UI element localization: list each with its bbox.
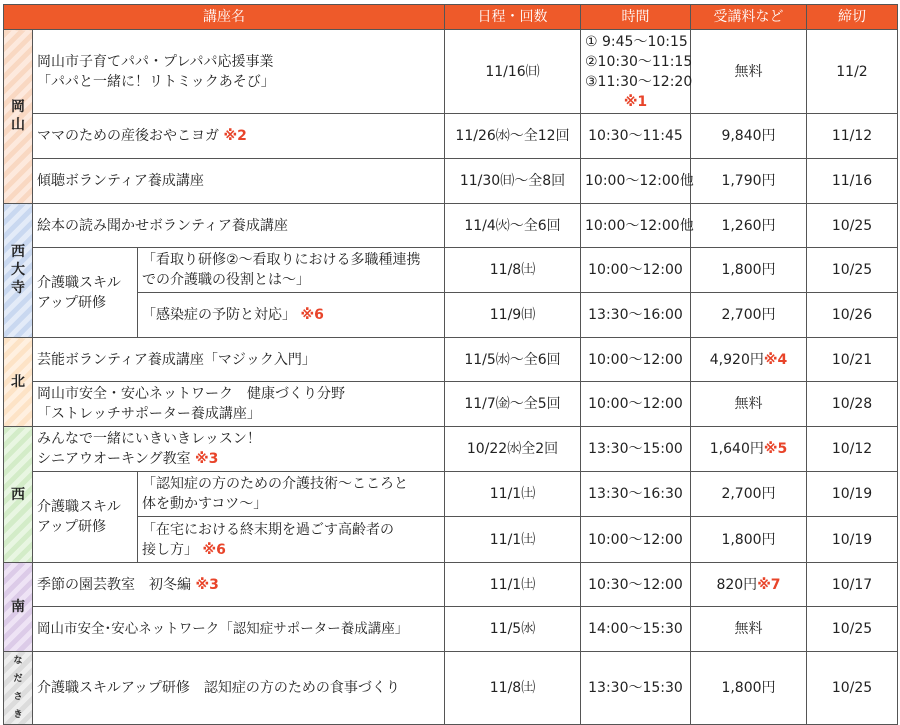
course-time: 10:00～12:00 — [581, 382, 691, 427]
course-schedule: 11/7㈮～全5回 — [445, 382, 581, 427]
course-schedule: 11/26㈬～全12回 — [445, 114, 581, 159]
area-nadasaki: なださき — [4, 652, 33, 725]
course-fee: 1,260円 — [691, 204, 807, 248]
course-name: 季節の園芸教室 初冬編 ※3 — [33, 563, 445, 607]
note-mark: ※4 — [763, 351, 788, 368]
course-schedule: 11/16㈰ — [445, 30, 581, 114]
course-deadline: 10/25 — [807, 248, 898, 293]
table-row — [4, 427, 898, 472]
note-mark: ※5 — [763, 441, 788, 457]
course-time: 10:30～11:45 — [581, 114, 691, 159]
table-row — [4, 248, 898, 293]
course-name: 絵本の読み聞かせボランティア養成講座 — [33, 204, 445, 248]
course-fee: 2,700円 — [691, 293, 807, 338]
course-deadline: 10/12 — [807, 427, 898, 472]
course-time: 13:30～15:00 — [581, 427, 691, 472]
course-name: 芸能ボランティア養成講座「マジック入門」 — [33, 338, 445, 382]
course-name: ママのための産後おやこヨガ ※2 — [33, 114, 445, 159]
course-time: 10:00～12:00 — [581, 338, 691, 382]
group-label: 介護職スキルアップ研修 — [33, 472, 138, 563]
course-schedule: 11/4㈫～全6回 — [445, 204, 581, 248]
area-nishi: 西 — [4, 427, 33, 563]
header-schedule: 日程・回数 — [445, 5, 581, 30]
course-schedule: 11/8㈯ — [445, 652, 581, 725]
course-deadline: 10/28 — [807, 382, 898, 427]
note-mark: ※6 — [202, 541, 226, 558]
table-row — [4, 517, 898, 563]
course-fee: 9,840円 — [691, 114, 807, 159]
course-deadline: 10/25 — [807, 652, 898, 725]
note-mark: ※2 — [223, 128, 247, 144]
course-fee: 1,800円 — [691, 248, 807, 293]
course-deadline: 11/2 — [807, 30, 898, 114]
table-row — [4, 293, 898, 338]
course-time: 10:00～12:00他 — [581, 159, 691, 204]
course-name: 「在宅における終末期を過ごす高齢者の 接し方」 ※6 — [138, 517, 445, 563]
course-schedule: 11/1㈯ — [445, 517, 581, 563]
course-name: 「看取り研修②～看取りにおける多職種連携 での介護職の役割とは～」 — [138, 248, 445, 293]
header-time: 時間 — [581, 5, 691, 30]
course-schedule: 11/1㈯ — [445, 472, 581, 517]
header-name: 講座名 — [4, 5, 445, 30]
course-deadline: 11/12 — [807, 114, 898, 159]
course-time: 13:30～16:30 — [581, 472, 691, 517]
table-row — [4, 563, 898, 607]
note-mark: ※3 — [195, 576, 219, 593]
course-fee: 1,640円※5 — [691, 427, 807, 472]
table-row — [4, 204, 898, 248]
course-fee: 1,800円 — [691, 652, 807, 725]
course-deadline: 10/25 — [807, 607, 898, 652]
course-fee: 1,790円 — [691, 159, 807, 204]
note-mark: ※1 — [623, 93, 648, 110]
course-fee: 820円※7 — [691, 563, 807, 607]
course-name: 介護職スキルアップ研修 認知症の方のための食事づくり — [33, 652, 445, 725]
table-row — [4, 159, 898, 204]
course-deadline: 10/25 — [807, 204, 898, 248]
course-deadline: 10/17 — [807, 563, 898, 607]
course-deadline: 10/19 — [807, 517, 898, 563]
area-minami: 南 — [4, 563, 33, 652]
table-row — [4, 30, 898, 114]
course-fee: 無料 — [691, 30, 807, 114]
course-time: 10:30～12:00 — [581, 563, 691, 607]
course-time: 13:30～15:30 — [581, 652, 691, 725]
note-mark: ※6 — [300, 307, 324, 323]
area-saidaiji: 西大寺 — [4, 204, 33, 338]
course-time: 10:00～12:00 — [581, 517, 691, 563]
table-row — [4, 114, 898, 159]
course-deadline: 10/19 — [807, 472, 898, 517]
course-fee: 無料 — [691, 382, 807, 427]
course-schedule: 11/1㈯ — [445, 563, 581, 607]
course-fee: 4,920円※4 — [691, 338, 807, 382]
course-time: 10:00～12:00 — [581, 248, 691, 293]
table-row — [4, 338, 898, 382]
table-row — [4, 382, 898, 427]
course-name: みんなで一緒にいきいきレッスン！ シニアウオーキング教室 ※3 — [33, 427, 445, 472]
course-schedule: 11/30㈰～全8回 — [445, 159, 581, 204]
course-schedule: 11/9㈰ — [445, 293, 581, 338]
course-deadline: 11/16 — [807, 159, 898, 204]
course-time: 10:00～12:00他 — [581, 204, 691, 248]
course-name: 「感染症の予防と対応」 ※6 — [138, 293, 445, 338]
course-time: 13:30～16:00 — [581, 293, 691, 338]
course-schedule: 11/8㈯ — [445, 248, 581, 293]
course-fee: 無料 — [691, 607, 807, 652]
table-row — [4, 652, 898, 725]
table-row — [4, 607, 898, 652]
course-fee: 1,800円 — [691, 517, 807, 563]
course-name: 傾聴ボランティア養成講座 — [33, 159, 445, 204]
course-schedule: 11/5㈬ — [445, 607, 581, 652]
course-name: 岡山市安全･安心ネットワーク「認知症サポーター養成講座」 — [33, 607, 445, 652]
course-schedule: 11/5㈬～全6回 — [445, 338, 581, 382]
group-label: 介護職スキルアップ研修 — [33, 248, 138, 338]
course-name: 岡山市子育てパパ・プレパパ応援事業 「パパと一緒に！リトミックあそび」 — [33, 30, 445, 114]
area-okayama: 岡山 — [4, 30, 33, 204]
course-table — [3, 4, 898, 725]
course-name: 岡山市安全・安心ネットワーク 健康づくり分野 「ストレッチサポーター養成講座」 — [33, 382, 445, 427]
header-row — [4, 5, 898, 30]
course-deadline: 10/21 — [807, 338, 898, 382]
course-time: 14:00～15:30 — [581, 607, 691, 652]
header-fee: 受講料など — [691, 5, 807, 30]
course-deadline: 10/26 — [807, 293, 898, 338]
course-name: 「認知症の方のための介護技術～こころと 体を動かすコツ～」 — [138, 472, 445, 517]
area-kita: 北 — [4, 338, 33, 427]
course-schedule: 10/22㈬全2回 — [445, 427, 581, 472]
note-mark: ※7 — [757, 576, 781, 593]
note-mark: ※3 — [195, 451, 219, 467]
course-fee: 2,700円 — [691, 472, 807, 517]
table-row — [4, 472, 898, 517]
course-time: ① 9:45～10:15 ②10:30～11:15 ③11:30～12:20 ※1 — [581, 30, 691, 114]
header-deadline: 締切 — [807, 5, 898, 30]
